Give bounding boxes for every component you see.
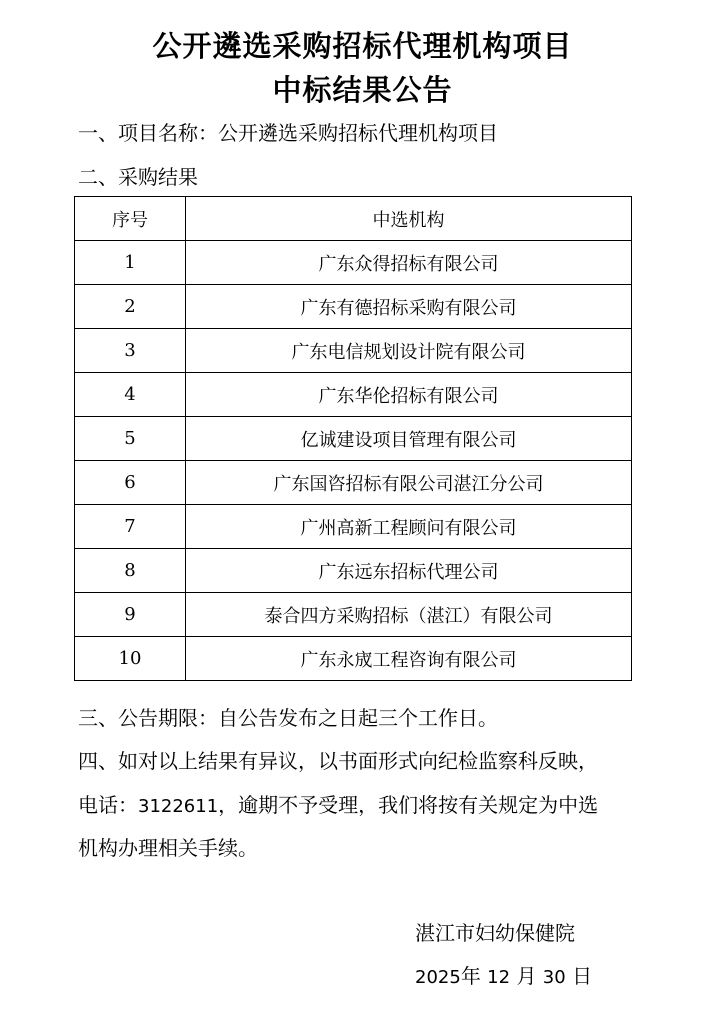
document-title-line1: 公开遴选采购招标代理机构项目	[152, 29, 573, 63]
table-row	[75, 373, 632, 417]
section-notice-period: 三、公告期限：自公告发布之日起三个工作日。	[78, 706, 498, 730]
row-index: 10	[75, 637, 186, 681]
row-index: 5	[75, 417, 186, 461]
row-agency: 广东有德招标采购有限公司	[186, 285, 632, 329]
row-index: 6	[75, 461, 186, 505]
row-index: 2	[75, 285, 186, 329]
date-day-unit: 日	[572, 964, 593, 988]
section-project-name: 一、项目名称：公开遴选采购招标代理机构项目	[78, 121, 498, 145]
phone-label: 电话：	[78, 793, 138, 817]
date-day: 30	[542, 967, 566, 988]
date-year-unit: 年	[460, 964, 481, 988]
row-agency: 亿诚建设项目管理有限公司	[186, 417, 632, 461]
row-index: 8	[75, 549, 186, 593]
row-agency: 广东华伦招标有限公司	[186, 373, 632, 417]
table-row	[75, 637, 632, 681]
row-index: 9	[75, 593, 186, 637]
phone-number: 3122611	[138, 796, 219, 817]
row-agency: 广东远东招标代理公司	[186, 549, 632, 593]
section-objection-line3: 机构办理相关手续。	[78, 836, 258, 860]
section-objection-line1: 四、如对以上结果有异议，以书面形式向纪检监察科反映，	[78, 749, 598, 773]
date-month-unit: 月	[516, 964, 537, 988]
row-agency: 广东国咨招标有限公司湛江分公司	[186, 461, 632, 505]
table-row	[75, 461, 632, 505]
header-index: 序号	[75, 197, 186, 241]
date-month: 12	[487, 967, 511, 988]
row-index: 1	[75, 241, 186, 285]
row-index: 7	[75, 505, 186, 549]
signature-date	[415, 960, 592, 989]
section-procurement-result: 二、采购结果	[78, 165, 198, 189]
table-row	[75, 241, 632, 285]
table-row	[75, 505, 632, 549]
signature-organization: 湛江市妇幼保健院	[415, 921, 575, 945]
row-agency: 广东众得招标有限公司	[186, 241, 632, 285]
row-agency: 广东永宬工程咨询有限公司	[186, 637, 632, 681]
header-agency: 中选机构	[186, 197, 632, 241]
table-header-row	[75, 197, 632, 241]
row-agency: 泰合四方采购招标（湛江）有限公司	[186, 593, 632, 637]
row-index: 4	[75, 373, 186, 417]
section-objection-line2	[78, 789, 598, 818]
row-agency: 广州高新工程顾问有限公司	[186, 505, 632, 549]
document-title-line2: 中标结果公告	[272, 73, 453, 107]
date-year: 2025	[415, 967, 461, 988]
table-row	[75, 329, 632, 373]
table-row	[75, 593, 632, 637]
table-row	[75, 417, 632, 461]
results-table	[74, 196, 632, 681]
row-agency: 广东电信规划设计院有限公司	[186, 329, 632, 373]
table-row	[75, 549, 632, 593]
objection-line2-text: ，逾期不予受理，我们将按有关规定为中选	[218, 793, 599, 817]
table-row	[75, 285, 632, 329]
row-index: 3	[75, 329, 186, 373]
